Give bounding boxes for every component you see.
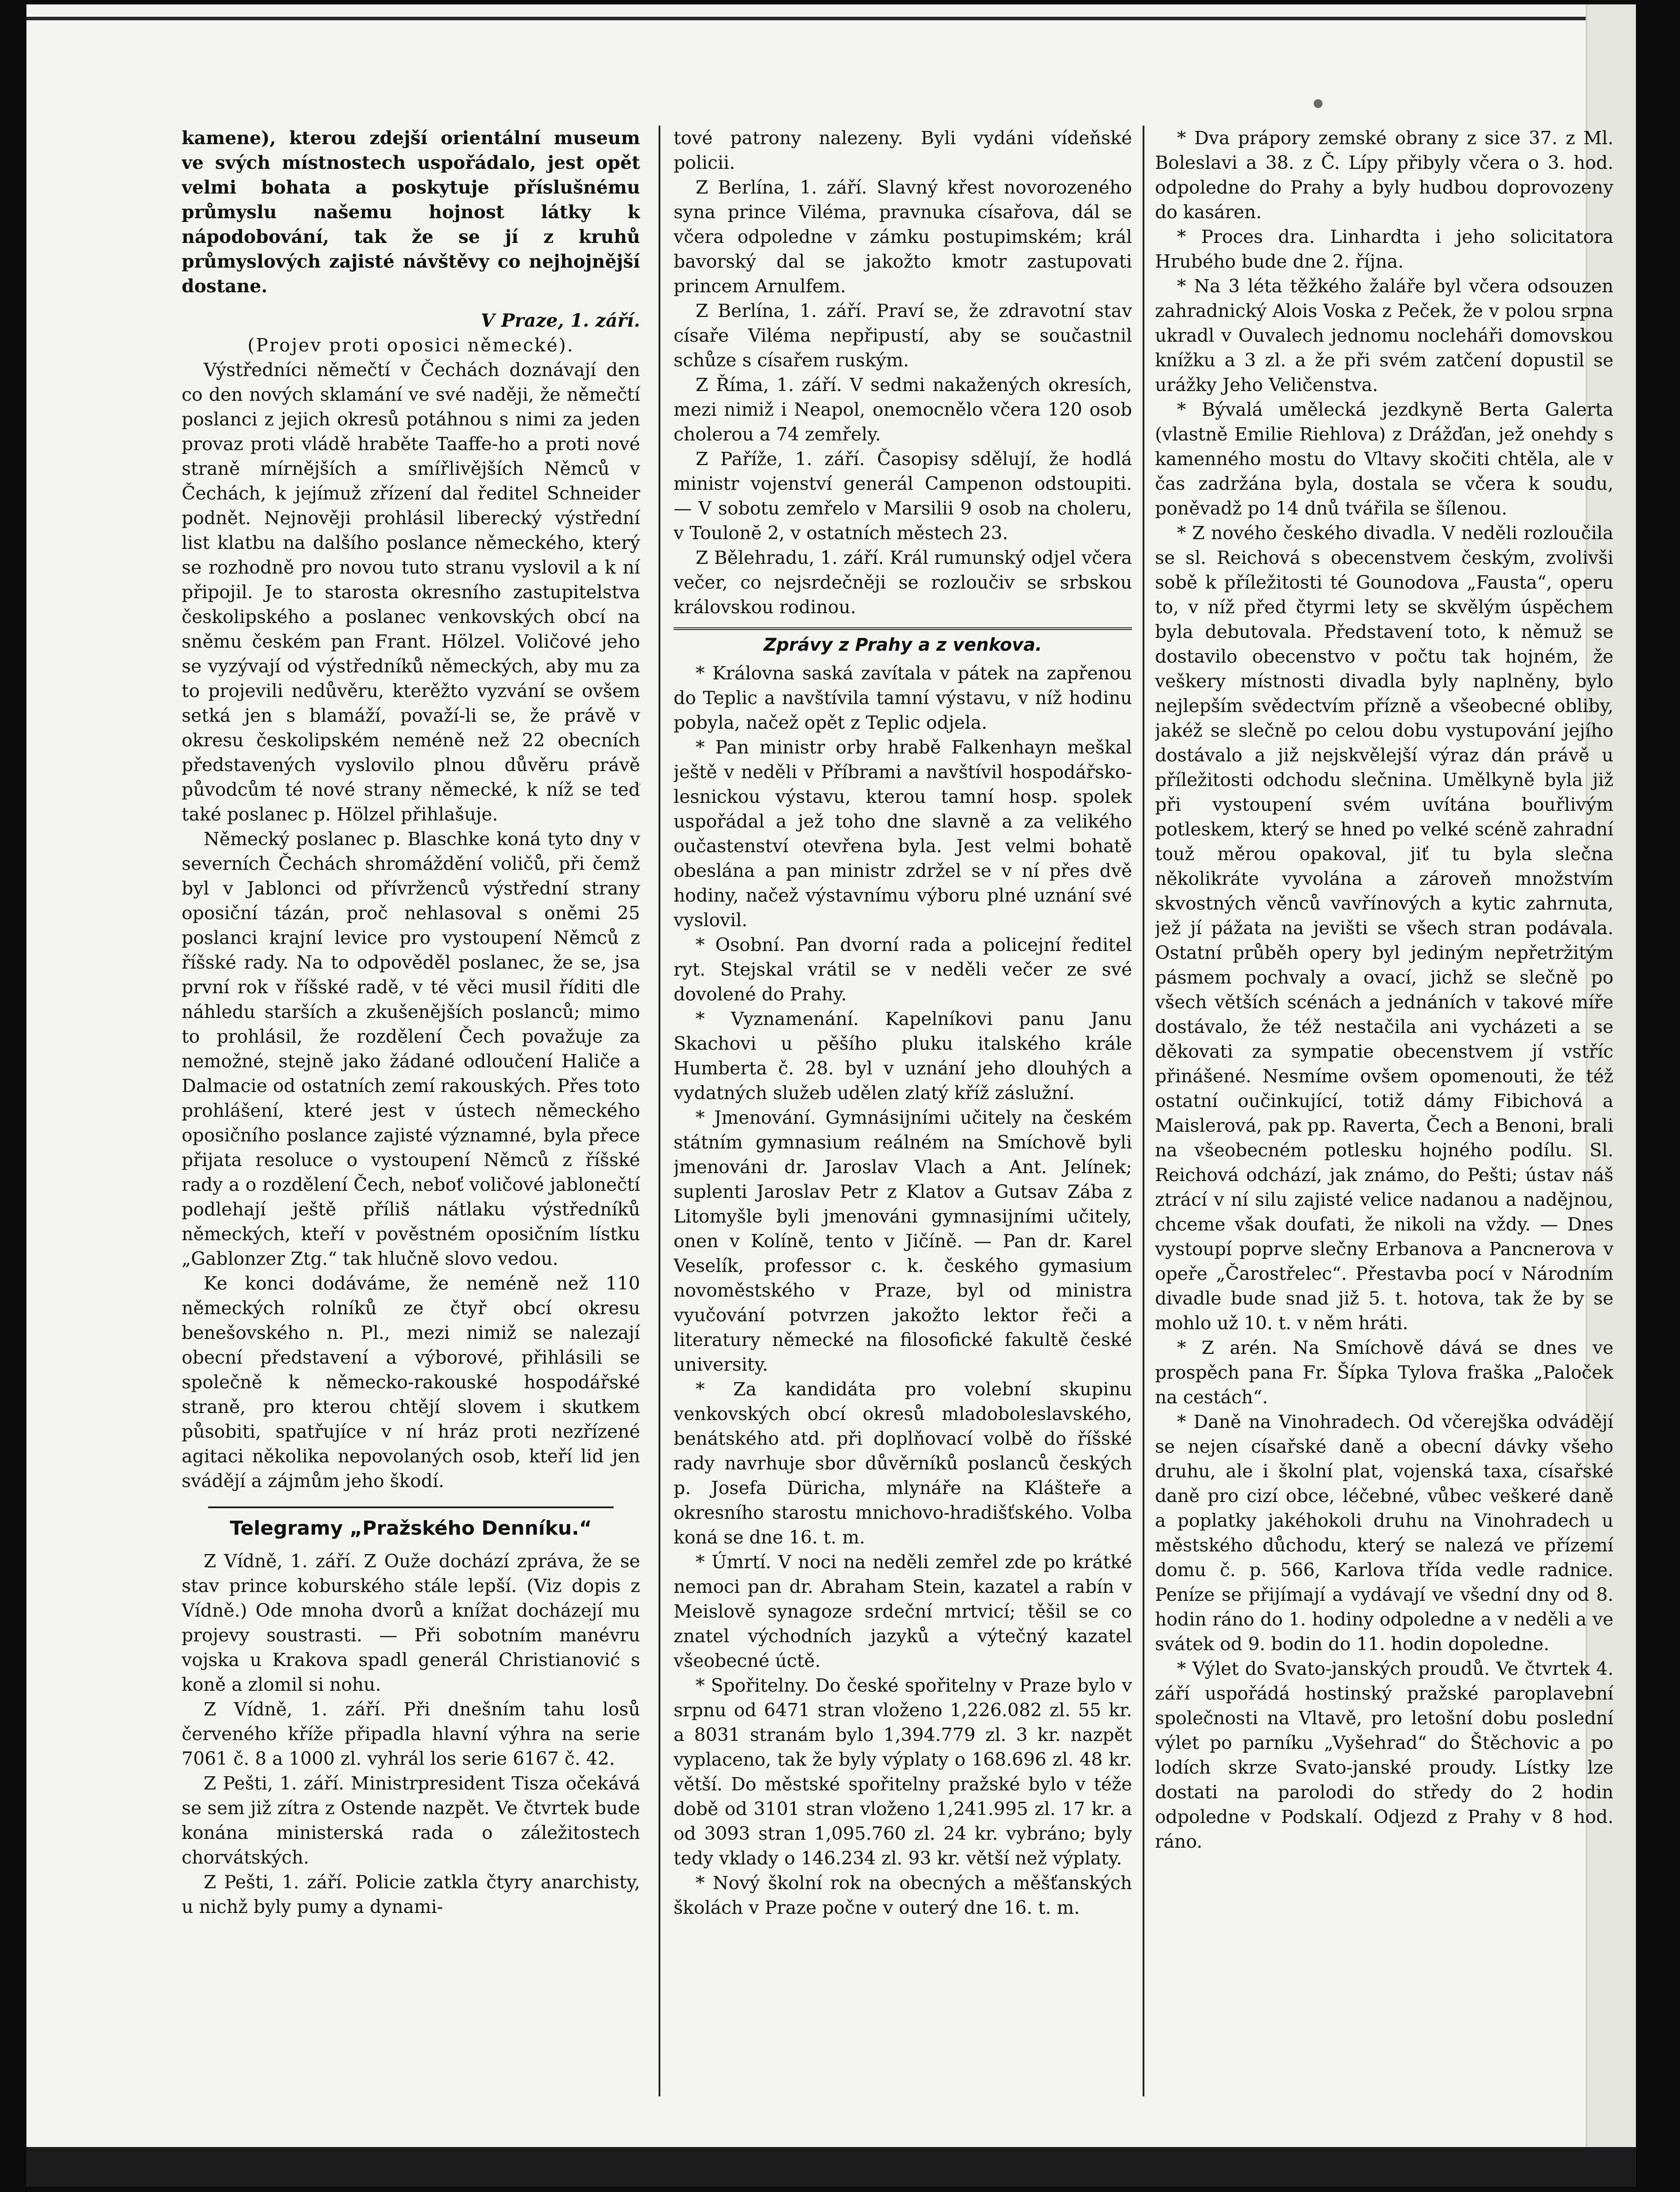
news-item: * Královna saská zavítala v pátek na zapřenou do Teplic a navštívila tamní výstavu, v níž hodinu pobyla, načež opět z Teplic odjela.: [674, 663, 1132, 733]
column-divider-2: [1143, 126, 1144, 2096]
column-1: [182, 126, 640, 2136]
news-item: * Vyznamenání. Kapelníkovi panu Janu Skachovi u pěšího pluku italského krále Humberta č. 28. byl v uznání jeho dlouhých a vydatných služeb udělen zlatý kříž záslužní.: [674, 1008, 1132, 1103]
news-item: * Z nového českého divadla. V neděli rozloučila se sl. Reichová s obecenstvem českým, zvolivši sobě k příležitosti té Gounodova „Fausta“, operu to, v níž před čtyrmi lety se skvělým úspěchem byla debutovala. Představení toto, k němuž se dostavilo obecenstvo v počtu tak hojném, že veškery místnosti divadla byly naplněny, bylo nejlepším svědectvím přízně a všeobecné obliby, jakéž se slečně po celou dobu vystupování jejího dostávalo a již nejskvělejší výraz dán právě u příležitosti odchodu slečnina. Umělkyně byla již při vystoupení svém uvítána bouřlivým potleskem, který se hned po velké scéně zahradní touž měrou opakoval, jiť tu byla slečna několikráte vyvolána a zároveň množstvím skvostných věnců vavřínových a kytic zahrnuta, jež jí pážata na jevišti se všech stran podávala. Ostatní průběh opery byl jediným nepřetržitým pásmem pochvaly a ovací, jichž se slečně po všech větších scénách a jednáních v takové míře dostávalo, že též nestačila ani vycházeti a se děkovati za sympatie obecenstvem jí vstříc přinášené. Nesmíme ovšem opomenouti, že též ostatní oučinkující, totiž dámy Fibichová a Maislerová, pak pp. Raverta, Čech a Benoni, brali na všeobecném potlesku hojného podílu. Sl. Reichová odchází, jak známo, do Pešti; ústav náš ztrácí v ní silu zajisté velice nadanou a nadějnou, chceme však doufati, že nikoli na vždy. — Dnes vystoupí poprve slečny Erbanova a Pancnerova v opeře „Čarostřelec“. Přestavba pocí v Národním divadle bude snad již 5. t. hotova, tak že by se mohlo už 10. t. v něm hráti.: [1155, 522, 1613, 1334]
news-item: * Osobní. Pan dvorní rada a policejní ředitel ryt. Stejskal vrátil se v neděli večer ze své dovolené do Prahy.: [674, 934, 1132, 1005]
telegram: Z Berlína, 1. září. Slavný křest novorozeného syna prince Viléma, pravnuka císařova, dál se včera odpoledne v zámku postupimském; král bavorský dal se jakožto kmotr zastupovati princem Arnulfem.: [674, 177, 1132, 297]
news-item: * Bývalá umělecká jezdkyně Berta Galerta (vlastně Emilie Riehlova) z Drážďan, jež onehdy s kamenného mostu do Vltavy skočiti chtěla, ale v čas zadržána byla, dostala se včera k soudu, poněvadž po 14 dnů tvářila se šílenou.: [1155, 399, 1613, 519]
column-divider-1: [659, 126, 660, 2096]
paragraph: Německý poslanec p. Blaschke koná tyto dny v severních Čechách shromáždění voličů, při čemž byl v Jablonci od přívrženců výstřední strany oposiční tázán, proč nehlasoval s oněmi 25 poslanci krajní levice pro vystoupení Němců z říšské rady. Na to odpověděl poslanec, že se, jsa první rok v říšské radě, v té věci musil říditi dle náhledu starších a zkušenějších poslanců; mimo to prohlásil, že rozdělení Čech považuje za nemožné, stejně jako žádané odloučení Haliče a Dalmacie od ostatních zemí rakouských. Přes toto prohlášení, které jest v ústech německého oposičního poslance zajisté významné, byla přece přijata resoluce o vystoupení Němců z říšské rady a o rozdělení Čech, neboť voličové jablonečtí podlehají ještě příliš nátlaku výstředníků německých, kteří v pověstném oposičním lístku „Gablonzer Ztg.“ tak hlučně slovo vedou.: [182, 828, 640, 1269]
column-3: [1155, 126, 1613, 2136]
telegram: Z Pešti, 1. září. Ministrpresident Tisza očekává se sem již zítra z Ostende nazpět. Ve čtvrtek bude konána ministerská rada o záležitostech chorvátských.: [182, 1773, 640, 1868]
news-item: * Pan ministr orby hrabě Falkenhayn meškal ještě v neděli v Příbrami a navštívil hospodářsko-lesnickou výstavu, kterou tamní hosp. spolek uspořádal a jež toho dne slavně a za velikého oučastenství otevřena byla. Jest velmi bohatě obeslána a pan ministr zdržel se v ní přes dvě hodiny, načež výstavnímu výboru plné uznání své vyslovil.: [674, 737, 1132, 931]
dateline: V Praze, 1. září.: [481, 310, 640, 331]
news-item: * Z arén. Na Smíchově dává se dnes ve prospěch pana Fr. Šípka Tylova fraška „Paloček na cestách“.: [1155, 1337, 1613, 1408]
column-2: [674, 126, 1132, 2136]
news-item: * Jmenování. Gymnásijními učitely na českém státním gymnasium reálném na Smíchově byli jmenováni dr. Jaroslav Vlach a Ant. Jelínek; suplenti Jaroslav Petr z Klatov a Gutsav Zába z Litomyšle byli jmenováni gymnasijními učitely, onen v Kolíně, tento v Jičíně. — Pan dr. Karel Veselík, professor c. k. českého gymasium novoměstského v Praze, byl od ministra vyučování potvrzen jakožto lektor řeči a literatury německé na filosofické fakultě české university.: [674, 1107, 1132, 1375]
newspaper-page: [26, 4, 1636, 2187]
telegram: Z Vídně, 1. září. Při dnešním tahu losů červeného kříže připadla hlavní výhra na serie 7061 č. 8 a 1000 zl. vyhrál los serie 6167 č. 42.: [182, 1699, 640, 1769]
telegram: Z Vídně, 1. září. Z Ouže dochází zpráva, že se stav prince koburského stále lepší. (Viz dopis z Vídně.) Ode mnoha dvorů a knížat docházejí mu projevy soustrasti. — Při sobotním manévru vojska u Krakova spadl generál Christianović s koně a zlomil si nohu.: [182, 1551, 640, 1695]
news-item: * Dva prápory zemské obrany z sice 37. z Ml. Boleslavi a 38. z Č. Lípy přibyly včera o 3. hod. odpoledne do Prahy a byly hudbou doprovozeny do kasáren.: [1155, 127, 1613, 223]
telegrams-heading: Telegramy „Pražského Denníku.“: [182, 1506, 640, 1541]
paragraph: Výstředníci němečtí v Čechách doznávají den co den nových sklamání ve své naději, že němečtí poslanci z jejich okresů potáhnou s nimi za jeden provaz proti vládě hraběte Taaffe-ho a proti nové straně mírnějších a smířlivějších Němců v Čechách, k jejímuž zřízení dal ředitel Schneider podnět. Nejnověji prohlásil liberecký výstřední list klatbu na dalšího poslance německého, který se rozhodně pro novou tuto stranu vyslovil a k ní připojil. Je to starosta okresního zastupitelstva českolipského a poslanec venkovských obcí na sněmu českém pan Frant. Hölzel. Voličové jeho se vyzývají od výstředníků německých, aby mu za to projevili nedůvěru, kterěžto vyzvání se ovšem setká jen s blamáží, považí-li se, že právě v okresu českolipském neméně než 22 obecních představených vyslovilo plnou důvěru právě původcům té nové strany německé, k níž se teď také poslanec p. Hölzel přihlašuje.: [182, 359, 640, 825]
article-continuation: kamene), kterou zdejší orientální museum ve svých místnostech uspořádalo, jest opět velmi bohata a poskytuje příslušnému průmyslu našemu hojnost látky k nápodobování, tak že se jí z kruhů průmyslových zajisté návštěvy co nejhojnější dostane.: [182, 127, 640, 297]
news-item: * Úmrtí. V noci na neděli zemřel zde po krátké nemoci pan dr. Abraham Stein, kazatel a rabín v Meislově synagoze srdeční mrtvicí; těšil se co znatel východních jazyků a výtečný kazatel všeobecné úctě.: [674, 1551, 1132, 1671]
telegram: Z Říma, 1. září. V sedmi nakažených okresích, mezi nimiž i Neapol, onemocnělo včera 120 osob cholerou a 74 zemřely.: [674, 374, 1132, 445]
scan-bottom-margin: [26, 2147, 1636, 2187]
news-item: * Výlet do Svato-janských proudů. Ve čtvrtek 4. září uspořádá hostinský pražské paroplavební společnosti na Vltavě, pro letošní dobu poslední výlet po parníku „Vyšehrad“ do Štěchovic a po lodích skrze Svato-janské proudy. Lístky lze dostati na parolodi do středy do 2 hodin odpoledne v Podskalí. Odjezd z Prahy v 8 hod. ráno.: [1155, 1658, 1613, 1852]
telegram-continuation: tové patrony nalezeny. Byli vydáni vídeňské policii.: [674, 127, 1132, 173]
telegram: Z Pešti, 1. září. Policie zatkla čtyry anarchisty, u nichž byly pumy a dynami-: [182, 1871, 640, 1917]
news-item: * Daně na Vinohradech. Od včerejška odvádějí se nejen císařské daně a obecní dávky všeho druhu, ale i školní plat, vojenská taxa, císařské daně pro cizí obce, léčebné, vůbec veškeré daně a poplatky jakéhokoli druhu na Vinohradech u městského důchodu, který se nalezá ve přízemí domu č. p. 566, Karlova třída vedle radnice. Peníze se přijímají a vydávají ve všední dny od 8. hodin ráno do 1. hodiny odpoledne a v neděli a ve svátek od 9. bodin do 11. hodin dopoledne.: [1155, 1411, 1613, 1655]
news-item: * Nový školní rok na obecných a měšťanských školách v Praze počne v outerý dne 16. t. m.: [674, 1872, 1132, 1918]
news-item: * Na 3 léta těžkého žaláře byl včera odsouzen zahradnický Alois Voska z Peček, že v polou srpna ukradl v Ouvalech jednomu nocleháři domovskou knížku a 3 zl. a že při svém zatčení dopustil se urážky Jeho Veličenstva.: [1155, 276, 1613, 395]
article-subtitle: (Projev proti oposici německé).: [247, 335, 574, 356]
top-rule: [26, 17, 1636, 20]
news-item: * Za kandidáta pro volební skupinu venkovských obcí okresů mladoboleslavského, benátského atd. při doplňovací volbě do říšské rady navrhuje sbor důvěrníků poslanců českých p. Josefa Düricha, mlynáře na Klášteře a okresního starostu mnichovo-hradišťského. Volba koná se dne 16. t. m.: [674, 1379, 1132, 1548]
telegram: Z Berlína, 1. září. Praví se, že zdravotní stav císaře Viléma nepřipustí, aby se součastnil schůze s císařem ruským.: [674, 300, 1132, 371]
local-news-heading: Zprávy z Prahy a z venkova.: [674, 627, 1132, 657]
telegram: Z Paříže, 1. září. Časopisy sdělují, že hodlá ministr vojenství generál Campenon odstoupiti. — V sobotu zemřelo v Marsilii 9 osob na choleru, v Toulonĕ 2, v ostatních městech 23.: [674, 448, 1132, 544]
paragraph: Ke konci dodáváme, že neméně než 110 německých rolníků ze čtyř obcí okresu benešovského n. Pl., mezi nimiž se nalezají obecní představení a výborové, přihlásili se společně k německo-rakouské hospodářské straně, pro kterou chtějí slovem i skutkem působiti, spatřujíce v ní hráz proti nezřízené agitaci několika nepovolaných osob, kteří lid jen svádějí a zájmům jeho škodí.: [182, 1273, 640, 1491]
news-item: * Spořitelny. Do české spořitelny v Praze bylo v srpnu od 6471 stran vloženo 1,226.082 zl. 55 kr. a 8031 stranám bylo 1,394.779 zl. 3 kr. nazpět vyplaceno, tak že byly výplaty o 168.696 zl. 48 kr. větší. Do městské spořitelny pražské bylo v téže době od 3101 stran vloženo 1,241.995 zl. 17 kr. a od 3093 stran 1,095.760 zl. 24 kr. vybráno; byly tedy vklady o 146.234 zl. 93 kr. větší než výplaty.: [674, 1675, 1132, 1869]
ink-spot: [1314, 99, 1322, 108]
telegram: Z Bělehradu, 1. září. Král rumunský odjel včera večer, co nejsrdečněji se rozloučiv se srbskou královskou rodinou.: [674, 547, 1132, 618]
news-item: * Proces dra. Linhardta i jeho solicitatora Hrubého bude dne 2. října.: [1155, 226, 1613, 272]
